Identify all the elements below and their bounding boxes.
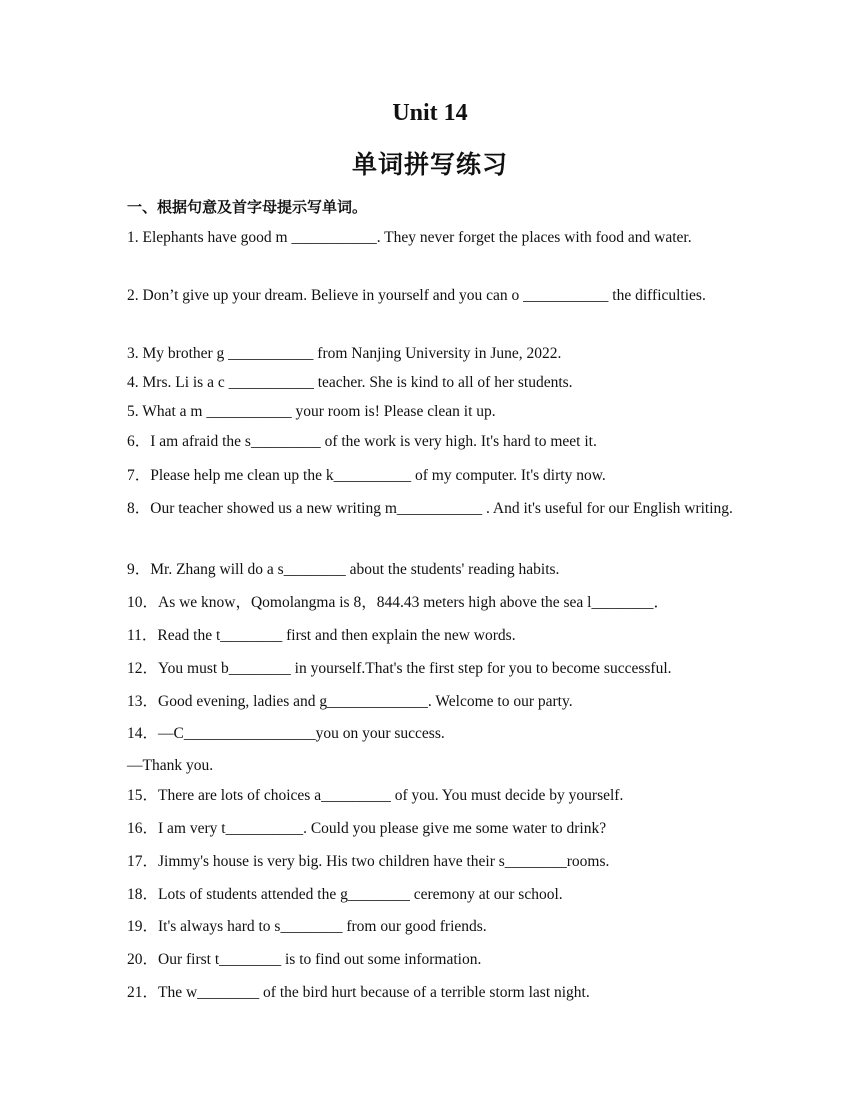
question-item: 18．Lots of students attended the g________ ceremony at our school.: [127, 886, 563, 903]
question-item: 16．I am very t__________. Could you please give me some water to drink?: [127, 820, 607, 837]
question-item: 4. Mrs. Li is a c ___________ teacher. She is kind to all of her students.: [127, 374, 573, 391]
question-item: 17．Jimmy's house is very big. His two children have their s________rooms.: [127, 853, 610, 870]
question-item: —Thank you.: [127, 757, 214, 774]
section-heading: 一、根据句意及首字母提示写单词。: [127, 198, 368, 216]
question-item: 13．Good evening, ladies and g_____________. Welcome to our party.: [127, 693, 573, 710]
question-item: 6．I am afraid the s_________ of the work is very high. It's hard to meet it.: [127, 433, 597, 450]
question-item: 14．—C_________________you on your success.: [127, 725, 445, 742]
page-title: Unit 14: [392, 100, 468, 126]
question-item: 19．It's always hard to s________ from our good friends.: [127, 918, 487, 935]
question-item: 11．Read the t________ first and then explain the new words.: [127, 627, 516, 644]
question-item: 10．As we know，Qomolangma is 8，844.43 meters high above the sea l________．: [127, 594, 669, 611]
question-item: 15．There are lots of choices a_________ of you. You must decide by yourself.: [127, 787, 624, 804]
question-item: 9．Mr. Zhang will do a s________ about the students' reading habits.: [127, 561, 560, 578]
question-item: 5. What a m ___________ your room is! Please clean it up.: [127, 403, 496, 420]
question-item: 12．You must b________ in yourself.That's the first step for you to become successful.: [127, 660, 672, 677]
question-item: 8．Our teacher showed us a new writing m___________ . And it's useful for our English writing.: [127, 500, 733, 517]
page-subtitle: 单词拼写练习: [351, 150, 508, 179]
question-item: 7．Please help me clean up the k__________ of my computer. It's dirty now.: [127, 467, 606, 484]
question-item: 20．Our first t________ is to find out some information.: [127, 951, 482, 968]
question-item: 3. My brother g ___________ from Nanjing University in June, 2022.: [127, 345, 562, 362]
question-item: 21．The w________ of the bird hurt because of a terrible storm last night.: [127, 984, 590, 1001]
question-item: 2. Don’t give up your dream. Believe in yourself and you can o ___________ the difficulties.: [127, 287, 706, 304]
question-item: 1. Elephants have good m ___________. They never forget the places with food and water.: [127, 229, 692, 246]
